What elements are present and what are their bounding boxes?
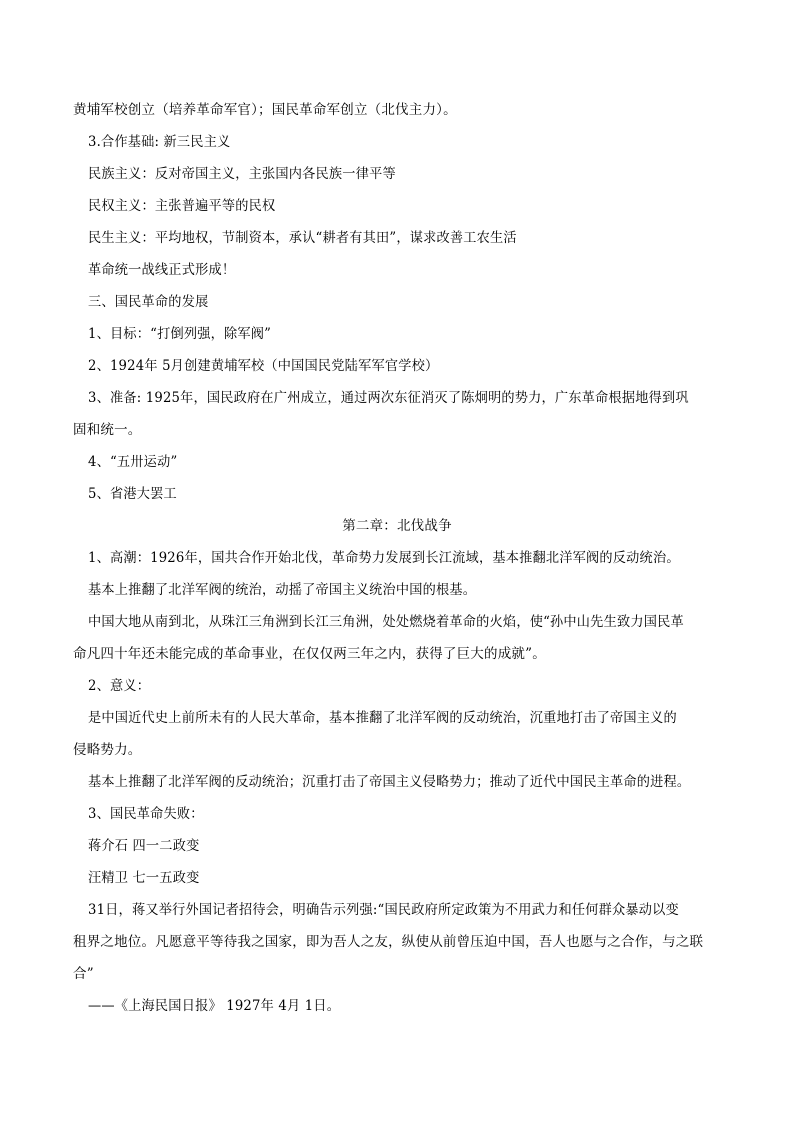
text-line: 革命统一战线正式形成！ <box>88 262 236 278</box>
section-heading: 三、国民革命的发展 <box>88 294 209 310</box>
text-line: 2、意义： <box>88 678 151 694</box>
text-line: 民生主义：平均地权，节制资本，承认“耕者有其田”，谋求改善工农生活 <box>88 230 517 246</box>
text-line: 是中国近代史上前所未有的人民大革命，基本推翻了北洋军阀的反动统治，沉重地打击了帝国主义的 <box>88 710 677 726</box>
text-line: 蒋介石 四一二政变 <box>88 838 200 854</box>
text-line: 租界之地位。凡愿意平等待我之国家，即为吾人之友，纵使从前曾压迫中国，吾人也愿与之合作，与之联 <box>73 934 704 950</box>
chapter-title: 第二章：北伐战争 <box>342 518 452 534</box>
text-line: 命凡四十年还未能完成的革命事业，在仅仅两三年之内，获得了巨大的成就”。 <box>73 646 546 662</box>
text-line: 固和统一。 <box>73 422 142 438</box>
text-line: 31日，蒋又举行外国记者招待会，明确告示列强:“国民政府所定政策为不用武力和任何群众暴动以变 <box>88 902 679 918</box>
text-line: 侵略势力。 <box>73 742 142 758</box>
text-line: 基本上推翻了北洋军阀的反动统治；沉重打击了帝国主义侵略势力；推动了近代中国民主革命的进程。 <box>88 774 691 790</box>
text-line: 汪精卫 七一五政变 <box>88 870 200 886</box>
text-line: 民权主义：主张普遍平等的民权 <box>88 198 276 214</box>
text-line: 3.合作基础: 新三民主义 <box>88 134 231 150</box>
text-line: 1、高潮：1926年，国共合作开始北伐，革命势力发展到长江流域，基本推翻北洋军阀的反动统治。 <box>88 550 680 566</box>
text-line: 4、“五卅运动” <box>88 454 178 470</box>
text-line: 中国大地从南到北，从珠江三角洲到长江三角洲，处处燃烧着革命的火焰，使“孙中山先生致力国民革 <box>88 614 684 630</box>
text-line: 1、目标：“打倒列强，除军阀” <box>88 326 272 342</box>
text-line: 5、省港大罢工 <box>88 486 177 502</box>
text-line: 黄埔军校创立（培养革命军官）；国民革命军创立（北伐主力）。 <box>73 102 457 118</box>
text-line: 合” <box>73 966 94 982</box>
citation: ——《上海民国日报》 1927年 4月 1日。 <box>88 998 341 1014</box>
text-line: 2、1924年 5月创建黄埔军校（中国国民党陆军军官学校） <box>88 358 439 374</box>
text-line: 民族主义：反对帝国主义，主张国内各民族一律平等 <box>88 166 396 182</box>
text-line: 3、国民革命失败： <box>88 806 204 822</box>
text-line: 基本上推翻了北洋军阀的统治，动摇了帝国主义统治中国的根基。 <box>88 582 477 598</box>
text-line: 3、准备: 1925年，国民政府在广州成立，通过两次东征消灭了陈炯明的势力，广东革命根据地得到巩 <box>88 390 689 406</box>
